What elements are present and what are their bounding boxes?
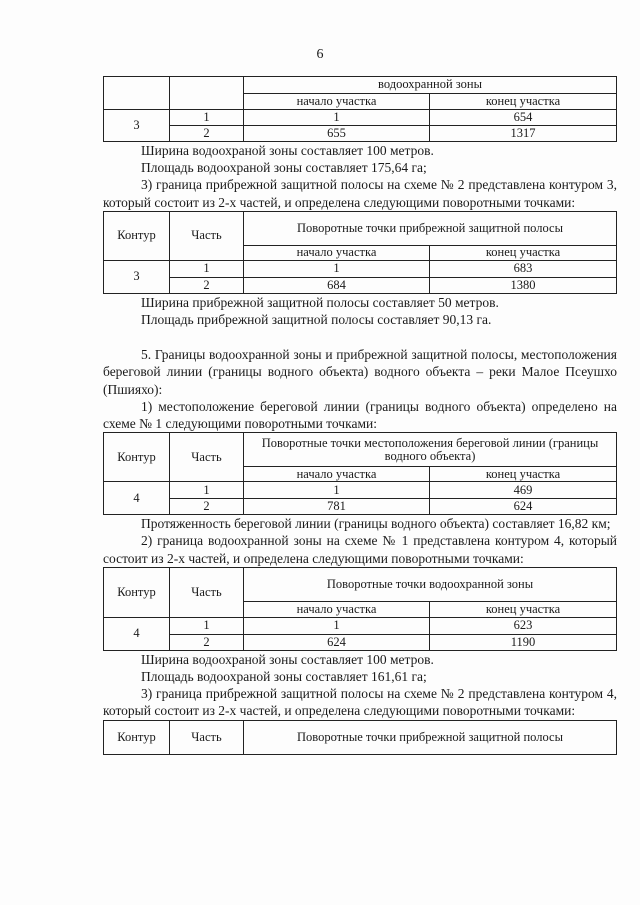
end-cell: 623 xyxy=(430,617,617,634)
end-cell: 1380 xyxy=(430,277,617,293)
start-cell: 1 xyxy=(244,110,430,126)
paragraph: Площадь прибрежной защитной полосы составляет 90,13 га. xyxy=(141,312,492,328)
contour-cell: 3 xyxy=(104,110,170,142)
part-cell: 1 xyxy=(170,617,244,634)
part-cell: 2 xyxy=(170,634,244,650)
part-cell: 1 xyxy=(170,482,244,499)
section-heading: 5. Границы водоохранной зоны и прибрежной защитной полосы, местоположения береговой линии (границы водного объекта) водного объекта – реки Малое Псеушхо (Пшияхо): xyxy=(103,347,617,397)
column-start: начало участка xyxy=(244,94,430,110)
part-cell: 2 xyxy=(170,126,244,142)
paragraph: Ширина водоохраной зоны составляет 100 метров. xyxy=(141,143,434,158)
header-part: Часть xyxy=(170,720,244,754)
page-number: 6 xyxy=(316,47,324,62)
paragraph: Ширина прибрежной защитной полосы составляет 50 метров. xyxy=(141,294,499,310)
table-header: Поворотные точки местоположения береговой линии (границы водного объекта) xyxy=(244,433,617,467)
part-cell: 2 xyxy=(170,277,244,293)
start-cell: 1 xyxy=(244,617,430,634)
table-shoreline-contour-4 xyxy=(103,432,617,515)
column-start: начало участка xyxy=(244,467,430,482)
contour-cell: 4 xyxy=(104,482,170,515)
column-end: конец участка xyxy=(430,601,617,617)
column-end: конец участка xyxy=(430,245,617,260)
table-water-zone-contour-3 xyxy=(103,76,617,142)
table-water-zone-contour-4 xyxy=(103,567,617,651)
contour-cell: 4 xyxy=(104,617,170,650)
end-cell: 683 xyxy=(430,260,617,277)
column-start: начало участка xyxy=(244,245,430,260)
header-contour: Контур xyxy=(104,567,170,617)
paragraph: Площадь водоохраной зоны составляет 175,64 га; xyxy=(141,160,427,176)
header-part: Часть xyxy=(170,433,244,482)
end-cell: 469 xyxy=(430,482,617,499)
header-contour: Контур xyxy=(104,720,170,754)
end-cell: 1190 xyxy=(430,634,617,650)
header-contour: Контур xyxy=(104,211,170,260)
paragraph: Протяженность береговой линии (границы водного объекта) составляет 16,82 км; xyxy=(141,516,611,532)
part-cell: 1 xyxy=(170,110,244,126)
table-header: Поворотные точки прибрежной защитной полосы xyxy=(244,211,617,245)
table-coastal-strip-contour-4 xyxy=(103,720,617,755)
start-cell: 1 xyxy=(244,260,430,277)
table-header: Поворотные точки прибрежной защитной полосы xyxy=(244,720,617,754)
table-header: водоохранной зоны xyxy=(244,77,617,94)
paragraph: Ширина водоохраной зоны составляет 100 метров. xyxy=(141,651,434,667)
table-header: Поворотные точки водоохранной зоны xyxy=(244,567,617,601)
part-cell: 1 xyxy=(170,260,244,277)
end-cell: 1317 xyxy=(430,126,617,142)
table-coastal-strip-contour-3 xyxy=(103,211,617,294)
start-cell: 781 xyxy=(244,499,430,515)
document-body xyxy=(103,76,617,755)
column-start: начало участка xyxy=(244,601,430,617)
start-cell: 655 xyxy=(244,126,430,142)
paragraph: 1) местоположение береговой линии (границы водного объекта) определено на схеме № 1 следующими поворотными точками: xyxy=(103,398,617,432)
start-cell: 684 xyxy=(244,277,430,293)
paragraph: 3) граница прибрежной защитной полосы на схеме № 2 представлена контуром 3, который состоит из 2-х частей, и определена следующими поворотными точками: xyxy=(103,177,617,210)
start-cell: 624 xyxy=(244,634,430,650)
column-end: конец участка xyxy=(430,467,617,482)
paragraph: 3) граница прибрежной защитной полосы на схеме № 2 представлена контуром 4, который состоит из 2-х частей, и определена следующими поворотными точками: xyxy=(103,686,617,719)
paragraph: 2) граница водоохранной зоны на схеме № 1 представлена контуром 4, который состоит из 2-х частей, и определена следующими поворотными точками: xyxy=(103,533,617,566)
column-end: конец участка xyxy=(430,94,617,110)
start-cell: 1 xyxy=(244,482,430,499)
part-cell: 2 xyxy=(170,499,244,515)
header-part: Часть xyxy=(170,567,244,617)
header-part: Часть xyxy=(170,211,244,260)
contour-cell: 3 xyxy=(104,260,170,293)
end-cell: 654 xyxy=(430,110,617,126)
paragraph: Площадь водоохраной зоны составляет 161,61 га; xyxy=(141,669,427,685)
header-contour: Контур xyxy=(104,433,170,482)
end-cell: 624 xyxy=(430,499,617,515)
